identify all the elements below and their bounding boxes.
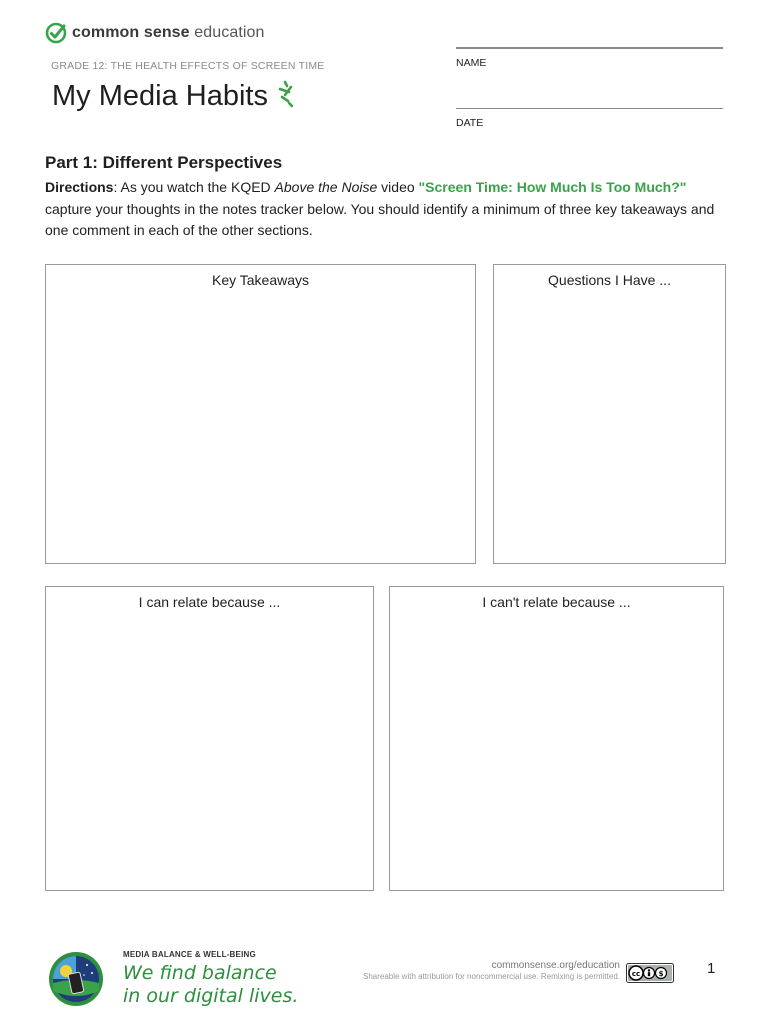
brand-name-light: education bbox=[194, 24, 265, 41]
checkmark-icon bbox=[45, 22, 67, 44]
brand-logo bbox=[45, 22, 265, 44]
brand-name bbox=[72, 24, 265, 42]
key-takeaways-label: Key Takeaways bbox=[211, 272, 309, 288]
name-line[interactable] bbox=[456, 47, 723, 49]
page-title-text: My Media Habits bbox=[52, 80, 268, 112]
footer-tagline bbox=[123, 962, 298, 1008]
directions-text-1: : As you watch the KQED bbox=[113, 179, 275, 195]
footer-license-note: Shareable with attribution for noncommercial use. Remixing is permitted. bbox=[362, 972, 620, 981]
can-relate-label: I can relate because ... bbox=[138, 594, 281, 610]
svg-text:$: $ bbox=[658, 970, 664, 978]
questions-label: Questions I Have ... bbox=[548, 272, 671, 288]
sprig-icon bbox=[276, 79, 296, 109]
svg-text:cc: cc bbox=[631, 970, 641, 978]
page-title bbox=[52, 80, 296, 113]
footer-url[interactable]: commonsense.org/education bbox=[491, 960, 620, 971]
name-label: NAME bbox=[456, 57, 487, 69]
brand-name-bold: common sense bbox=[72, 24, 190, 41]
directions-text-3: capture your thoughts in the notes tracker below. You should identify a minimum of three key takeaways and one comment in each of the other sections. bbox=[45, 200, 715, 238]
directions bbox=[45, 177, 725, 242]
cant-relate-label: I can't relate because ... bbox=[482, 594, 631, 610]
directions-label: Directions bbox=[45, 179, 114, 195]
date-line[interactable] bbox=[456, 108, 723, 109]
video-title-link[interactable]: "Screen Time: How Much Is Too Much?" bbox=[418, 179, 687, 195]
directions-text-2: video bbox=[377, 179, 419, 195]
can-relate-box[interactable] bbox=[45, 586, 374, 891]
questions-box[interactable] bbox=[493, 264, 726, 564]
page-number: 1 bbox=[707, 960, 716, 977]
part-title: Part 1: Different Perspectives bbox=[45, 153, 283, 172]
grade-label: GRADE 12: THE HEALTH EFFECTS OF SCREEN TIME bbox=[51, 60, 325, 72]
tagline-line-1: We find balance bbox=[123, 962, 277, 984]
date-label: DATE bbox=[456, 117, 484, 129]
tagline-line-2: in our digital lives. bbox=[123, 985, 299, 1007]
creative-commons-icon bbox=[626, 963, 674, 983]
cant-relate-box[interactable] bbox=[389, 586, 724, 891]
media-balance-badge-icon bbox=[48, 951, 104, 1007]
key-takeaways-box[interactable] bbox=[45, 264, 476, 564]
show-name: Above the Noise bbox=[274, 179, 378, 195]
footer-category: MEDIA BALANCE & WELL-BEING bbox=[123, 950, 256, 959]
